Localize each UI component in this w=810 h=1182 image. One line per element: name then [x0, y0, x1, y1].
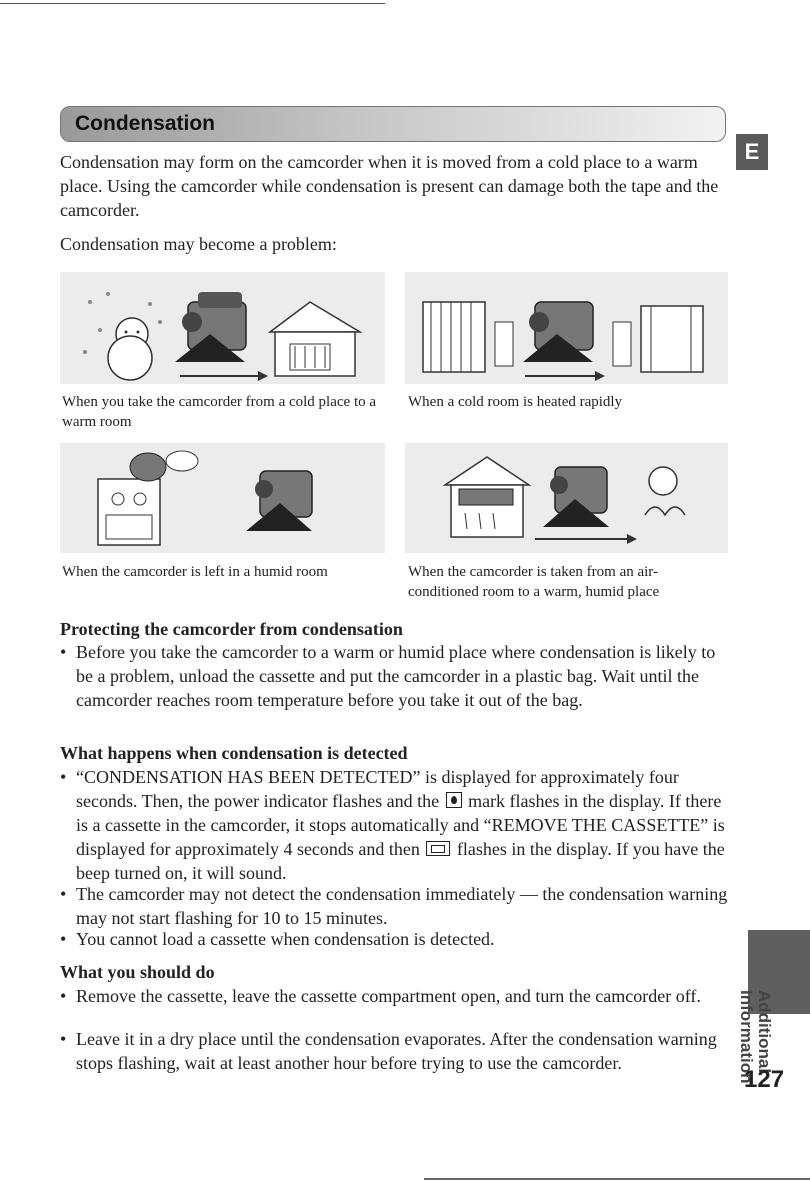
intro-paragraph: Condensation may form on the camcorder when it is moved from a cold place to a warm place. Using the camcorder while condensation is present can damage both the tape and the camcorder. [60, 152, 719, 220]
caption-heated-room: When a cold room is heated rapidly [408, 394, 623, 410]
detected-bullet-2 [60, 882, 730, 930]
illustration-humid-room [60, 443, 385, 553]
illustration-air-conditioned [405, 443, 728, 553]
protect-heading: Protecting the camcorder from condensation [60, 619, 403, 639]
bullet-marker: • [60, 1029, 67, 1049]
do-bullet-2 [60, 1027, 730, 1075]
bullet-marker: • [60, 767, 67, 787]
caption-cold-to-warm: When you take the camcorder from a cold place to a warm room [62, 394, 377, 430]
cassette-eject-icon [426, 841, 450, 856]
bullet-marker: • [60, 929, 67, 949]
illustration-heated-room [405, 272, 728, 384]
detected-bullet-1-text-b: mark flashes in the display. If there is a cassette in the camcorder, it stops automatically and “REMOVE THE CASSETTE” is displayed for approximately 4 seconds and then [76, 791, 725, 859]
do-heading: What you should do [60, 962, 215, 982]
protect-bullet-text: Before you take the camcorder to a warm or humid place where condensation is likely to be a problem, unload the cassette and put the camcorder in a plastic bag. Wait until the camcorder reaches room temperature before you take it out of the bag. [76, 642, 716, 710]
illustration-cold-to-warm [60, 272, 385, 384]
caption-air-conditioned: When the camcorder is taken from an air-conditioned room to a warm, humid place [408, 564, 660, 600]
detected-bullet-3 [60, 927, 730, 951]
do-bullet-2-text: Leave it in a dry place until the condensation evaporates. After the condensation warning stops flashing, wait at least another hour before trying to use the camcorder. [76, 1029, 717, 1073]
page-number: 127 [744, 1066, 785, 1093]
language-tab[interactable]: E [736, 134, 768, 170]
detected-bullet-1-text-a: “CONDENSATION HAS BEEN DETECTED” is displayed for approximately four seconds. Then, the power indicator flashes and the [76, 767, 679, 811]
detected-bullet-3-text: You cannot load a cassette when condensation is detected. [76, 929, 495, 949]
detected-bullet-1-text-c: flashes in the display. If you have the beep turned on, it will sound. [76, 839, 725, 883]
top-rule [0, 3, 385, 4]
problem-lead: Condensation may become a problem: [60, 234, 337, 254]
bullet-marker: • [60, 986, 67, 1006]
section-title: Condensation [75, 112, 215, 135]
section-header [60, 106, 726, 142]
detected-bullet-2-text: The camcorder may not detect the condensation immediately — the condensation warning may not start flashing for 10 to 15 minutes. [76, 884, 728, 928]
section-label-line-2: Information [737, 990, 756, 1084]
do-bullet-1 [60, 984, 730, 1008]
bullet-marker: • [60, 642, 67, 662]
protect-bullet-1 [60, 640, 730, 712]
bottom-rule [424, 1178, 810, 1180]
condensation-icon [446, 792, 462, 808]
section-label-line-1: Additional [755, 990, 774, 1074]
caption-humid-room: When the camcorder is left in a humid room [62, 564, 328, 580]
do-bullet-1-text: Remove the cassette, leave the cassette compartment open, and turn the camcorder off. [76, 986, 701, 1006]
detected-heading: What happens when condensation is detected [60, 743, 408, 763]
bullet-marker: • [60, 884, 67, 904]
detected-bullet-1 [60, 765, 730, 885]
